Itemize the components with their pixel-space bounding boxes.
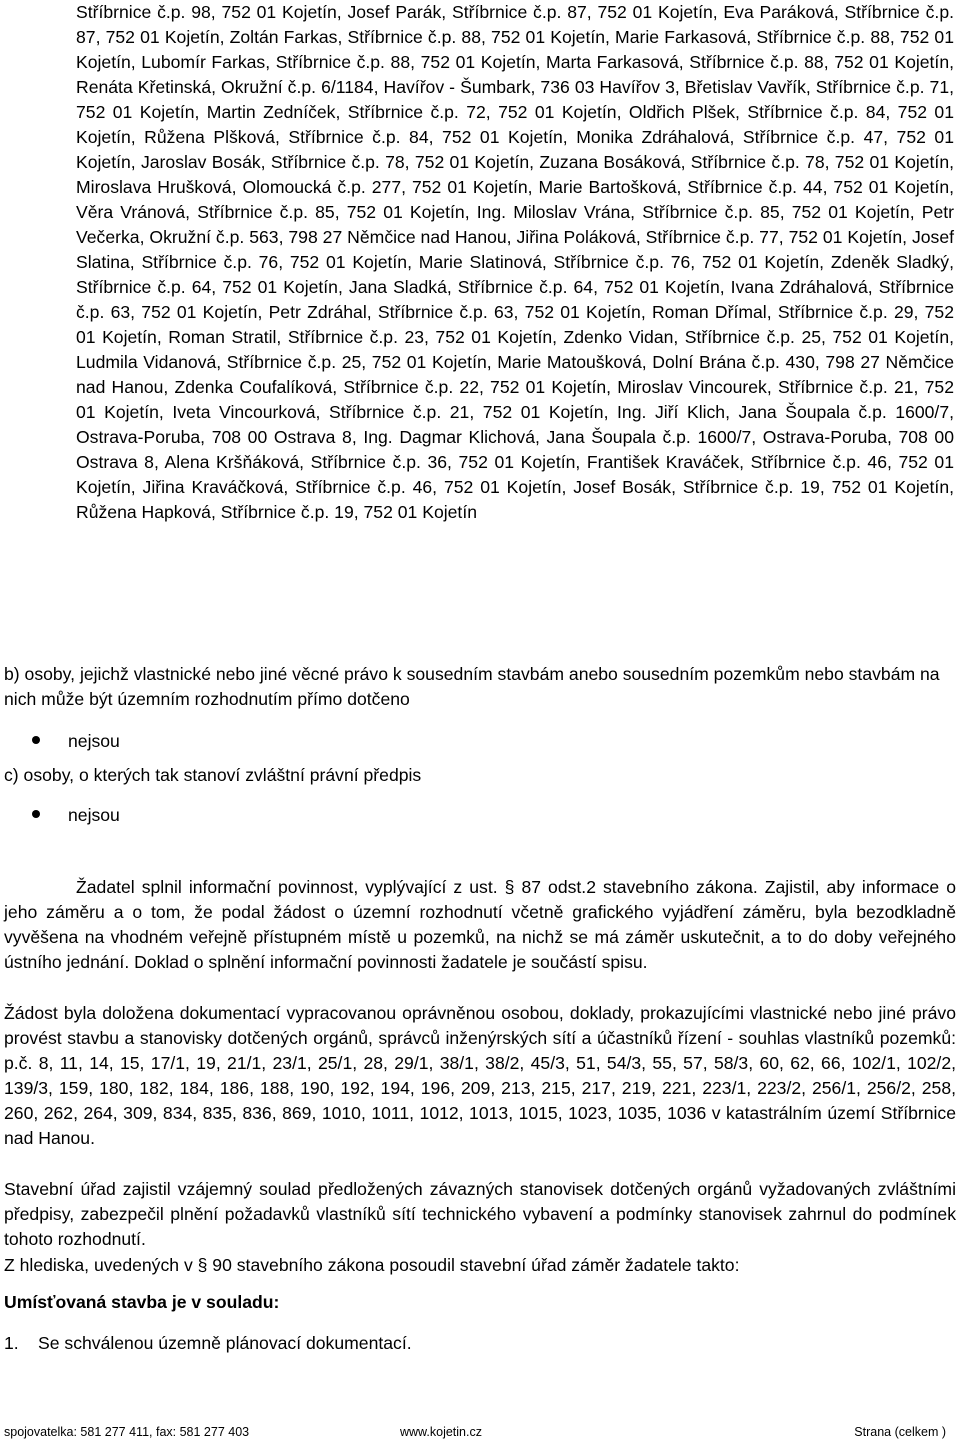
section-c-text: c) osoby, o kterých tak stanoví zvláštní právní předpis xyxy=(4,765,422,785)
page-footer xyxy=(4,1423,946,1441)
numbered-list-item xyxy=(4,1331,412,1356)
list-item-text: Se schválenou územně plánovací dokumentací. xyxy=(38,1333,412,1353)
information-duty-paragraph: Žadatel splnil informační povinnost, vyplývající z ust. § 87 odst.2 stavebního zákona. Zajistil, aby informace o jeho záměru a o tom, že podal žádost o územní rozhodnutí včetně grafického vyjádření záměru, byla bezodkladně vyvěšena na vhodném veřejně přístupném místě u pozemků, na nichž se má záměr uskutečnit, a to do doby veřejného ústního jednání. Doklad o splnění informační povinnosti žadatele je součástí spisu. xyxy=(4,877,956,972)
application-documents-paragraph: Žádost byla doložena dokumentací vypracovanou oprávněnou osobou, doklady, prokazujícími vlastnické nebo jiné právo provést stavbu a stanovisky dotčených orgánů, správců inženýrských sítí a účastníků řízení - souhlas vlastníků pozemků: p.č. 8, 11, 14, 15, 17/1, 19, 21/1, 23/1, 25/1, 28, 29/1, 38/1, 38/2, 45/3, 51, 54/3, 55, 57, 58/3, 60, 62, 66, 102/1, 102/2, 139/3, 159, 180, 182, 184, 186, 188, 190, 192, 194, 196, 209, 213, 215, 217, 219, 221, 223/1, 223/2, 256/1, 256/2, 258, 260, 262, 264, 309, 834, 835, 836, 869, 1010, 1011, 1012, 1013, 1015, 1023, 1035, 1036 v katastrálním území Stříbrnice nad Hanou. xyxy=(4,1003,956,1148)
assessment-paragraph: Z hlediska, uvedených v § 90 stavebního zákona posoudil stavební úřad záměr žadatele takto: xyxy=(4,1255,740,1275)
footer-contact: spojovatelka: 581 277 411, fax: 581 277 403 xyxy=(4,1425,250,1439)
list-item-number: 1. xyxy=(4,1333,19,1353)
footer-website-link[interactable]: www.kojetin.cz xyxy=(400,1425,482,1439)
building-office-paragraph: Stavební úřad zajistil vzájemný soulad předložených závazných stanovisek dotčených orgánů vyžadovaných zvláštními předpisy, zabezpečil plnění požadavků vlastníků sítí technického vybavení a podmínky stanovisek zahrnul do podmínek tohoto rozhodnutí. xyxy=(4,1179,956,1249)
footer-page-number: Strana (celkem ) xyxy=(854,1425,946,1439)
bullet-dot-icon xyxy=(32,736,40,744)
section-b-text: b) osoby, jejichž vlastnické nebo jiné věcné právo k sousedním stavbám anebo sousedním pozemkům nebo stavbám na nich může být územním rozhodnutím přímo dotčeno xyxy=(4,664,940,709)
section-c-bullet-text: nejsou xyxy=(68,805,120,825)
section-heading: Umísťovaná stavba je v souladu: xyxy=(4,1292,280,1312)
bullet-dot-icon xyxy=(32,810,40,818)
section-b-bullet xyxy=(32,729,120,754)
owners-paragraph: Stříbrnice č.p. 98, 752 01 Kojetín, Josef Parák, Stříbrnice č.p. 87, 752 01 Kojetín, Eva Paráková, Stříbrnice č.p. 87, 752 01 Kojetín, Zoltán Farkas, Stříbrnice č.p. 88, 752 01 Kojetín, Marie Farkasová, Stříbrnice č.p. 88, 752 01 Kojetín, Lubomír Farkas, Stříbrnice č.p. 88, 752 01 Kojetín, Marta Farkasová, Stříbrnice č.p. 88, 752 01 Kojetín, Renáta Křetinská, Okružní č.p. 6/1184, Havířov - Šumbark, 736 03 Havířov 3, Břetislav Vavřík, Stříbrnice č.p. 71, 752 01 Kojetín, Martin Zedníček, Stříbrnice č.p. 72, 752 01 Kojetín, Oldřich Plšek, Stříbrnice č.p. 84, 752 01 Kojetín, Růžena Plšková, Stříbrnice č.p. 84, 752 01 Kojetín, Monika Zdráhalová, Stříbrnice č.p. 47, 752 01 Kojetín, Jaroslav Bosák, Stříbrnice č.p. 78, 752 01 Kojetín, Zuzana Bosáková, Stříbrnice č.p. 78, 752 01 Kojetín, Miroslava Hrušková, Olomoucká č.p. 277, 752 01 Kojetín, Marie Bartošková, Stříbrnice č.p. 44, 752 01 Kojetín, Věra Vránová, Stříbrnice č.p. 85, 752 01 Kojetín, Ing. Miloslav Vrána, Stříbrnice č.p. 85, 752 01 Kojetín, Petr Večerka, Okružní č.p. 563, 798 27 Němčice nad Hanou, Jiřina Poláková, Stříbrnice č.p. 77, 752 01 Kojetín, Josef Slatina, Stříbrnice č.p. 76, 752 01 Kojetín, Marie Slatinová, Stříbrnice č.p. 76, 752 01 Kojetín, Zdeněk Sladký, Stříbrnice č.p. 64, 752 01 Kojetín, Jana Sladká, Stříbrnice č.p. 64, 752 01 Kojetín, Ivana Zdráhalová, Stříbrnice č.p. 63, 752 01 Kojetín, Petr Zdráhal, Stříbrnice č.p. 63, 752 01 Kojetín, Roman Dřímal, Stříbrnice č.p. 29, 752 01 Kojetín, Roman Stratil, Stříbrnice č.p. 23, 752 01 Kojetín, Zdenko Vidan, Stříbrnice č.p. 25, 752 01 Kojetín, Ludmila Vidanová, Stříbrnice č.p. 25, 752 01 Kojetín, Marie Matoušková, Dolní Brána č.p. 430, 798 27 Němčice nad Hanou, Zdenka Coufalíková, Stříbrnice č.p. 22, 752 01 Kojetín, Miroslav Vincourek, Stříbrnice č.p. 21, 752 01 Kojetín, Iveta Vincourková, Stříbrnice č.p. 21, 752 01 Kojetín, Ing. Jiří Klich, Jana Šoupala č.p. 1600/7, Ostrava-Poruba, 708 00 Ostrava 8, Ing. Dagmar Klichová, Jana Šoupala č.p. 1600/7, Ostrava-Poruba, 708 00 Ostrava 8, Alena Kršňáková, Stříbrnice č.p. 36, 752 01 Kojetín, František Kraváček, Stříbrnice č.p. 46, 752 01 Kojetín, Jiřina Kraváčková, Stříbrnice č.p. 46, 752 01 Kojetín, Josef Bosák, Stříbrnice č.p. 19, 752 01 Kojetín, Růžena Hapková, Stříbrnice č.p. 19, 752 01 Kojetín xyxy=(76,2,954,522)
section-c-bullet xyxy=(32,803,120,828)
section-b-bullet-text: nejsou xyxy=(68,731,120,751)
